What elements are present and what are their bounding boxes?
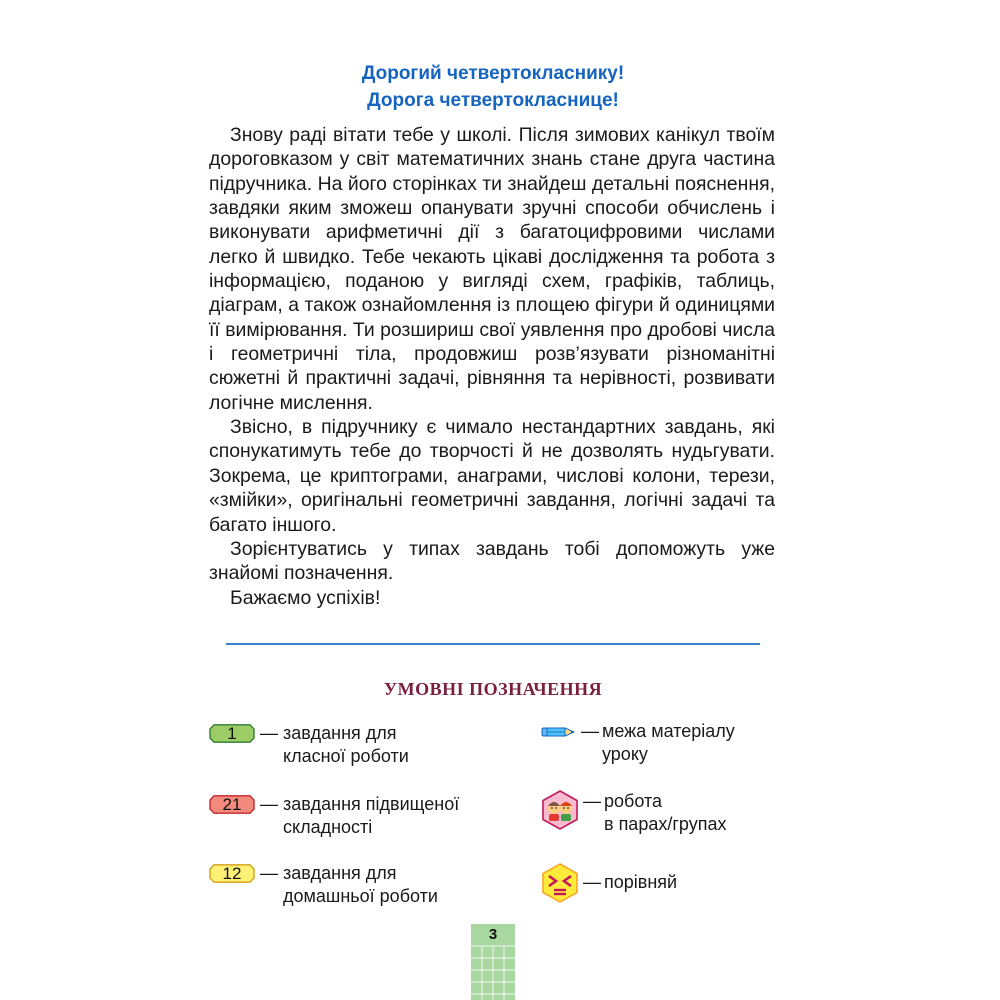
legend-item-lesson-boundary: — межа матеріалу уроку <box>540 720 735 766</box>
legend-label: завдання для класної роботи <box>283 723 409 766</box>
page-number-box <box>471 924 515 1000</box>
legend-item-advanced: 21 — завдання підвищеної складності <box>209 793 459 839</box>
greeting-line-1: Дорогий четвертокласнику! <box>361 63 625 84</box>
legend-label: завдання підвищеної складності <box>283 794 460 837</box>
page-number: 3 <box>488 926 498 943</box>
legend-label: порівняй <box>604 872 678 892</box>
compare-icon <box>540 863 580 903</box>
pair-work-icon <box>540 790 580 830</box>
pencil-icon <box>540 720 578 744</box>
intro-text <box>209 123 775 610</box>
legend-title: УМОВНІ ПОЗНАЧЕННЯ <box>383 679 603 699</box>
legend-item-pair-work: — робота в парах/групах <box>540 790 726 836</box>
advanced-badge: 21 <box>209 795 255 814</box>
legend-label: завдання для домашньої роботи <box>283 863 438 906</box>
greeting-line-2: Дорога четвертокласнице! <box>367 90 619 111</box>
paragraph: Звісно, в підручнику є чимало нестандартних завдань, які спонукатимуть тебе до творчості й не дозволять нудьгувати. Зокрема, це криптограми, анаграми, числові колони, терези, «змійки», оригінальні геометричні завдання, логічні задачі та багато іншого. <box>209 416 775 536</box>
class-work-badge: 1 <box>209 724 255 743</box>
legend-item-class-work: 1 — завдання для класної роботи <box>209 722 409 768</box>
legend-item-homework: 12 — завдання для домашньої роботи <box>209 862 438 908</box>
legend-label: межа матеріалу уроку <box>602 721 735 764</box>
legend-item-compare: — порівняй <box>540 863 677 903</box>
paragraph: Зорієнтуватись у типах завдань тобі допоможуть уже знайомі позначення. <box>209 537 775 585</box>
legend-label: робота в парах/групах <box>604 791 727 834</box>
greeting <box>226 60 760 114</box>
divider <box>226 643 760 645</box>
homework-badge: 12 <box>209 864 255 883</box>
paragraph: Бажаємо успіхів! <box>230 586 381 609</box>
paragraph: Знову раді вітати тебе у школі. Після зимових канікул твоїм дороговказом у світ математичних знань стане друга частина підручника. На його сторінках ти знайдеш детальні пояснення, завдяки яким зможеш опанувати зручні способи обчислень і виконувати арифметичні дії з багатоцифровими числами легко й швидко. Тебе чекають цікаві дослідження та робота з інформацією, поданою у вигляді схем, графіків, таблиць, діаграм, а також ознайомлення із площею фігури й одиницями її вимірювання. Ти розшириш свої уявлення про дробові числа і геометричні тіла, продовжиш розв’язувати різноманітні сюжетні й практичні задачі, рівняння та нерівності, розвивати логічне мислення. <box>209 124 775 414</box>
